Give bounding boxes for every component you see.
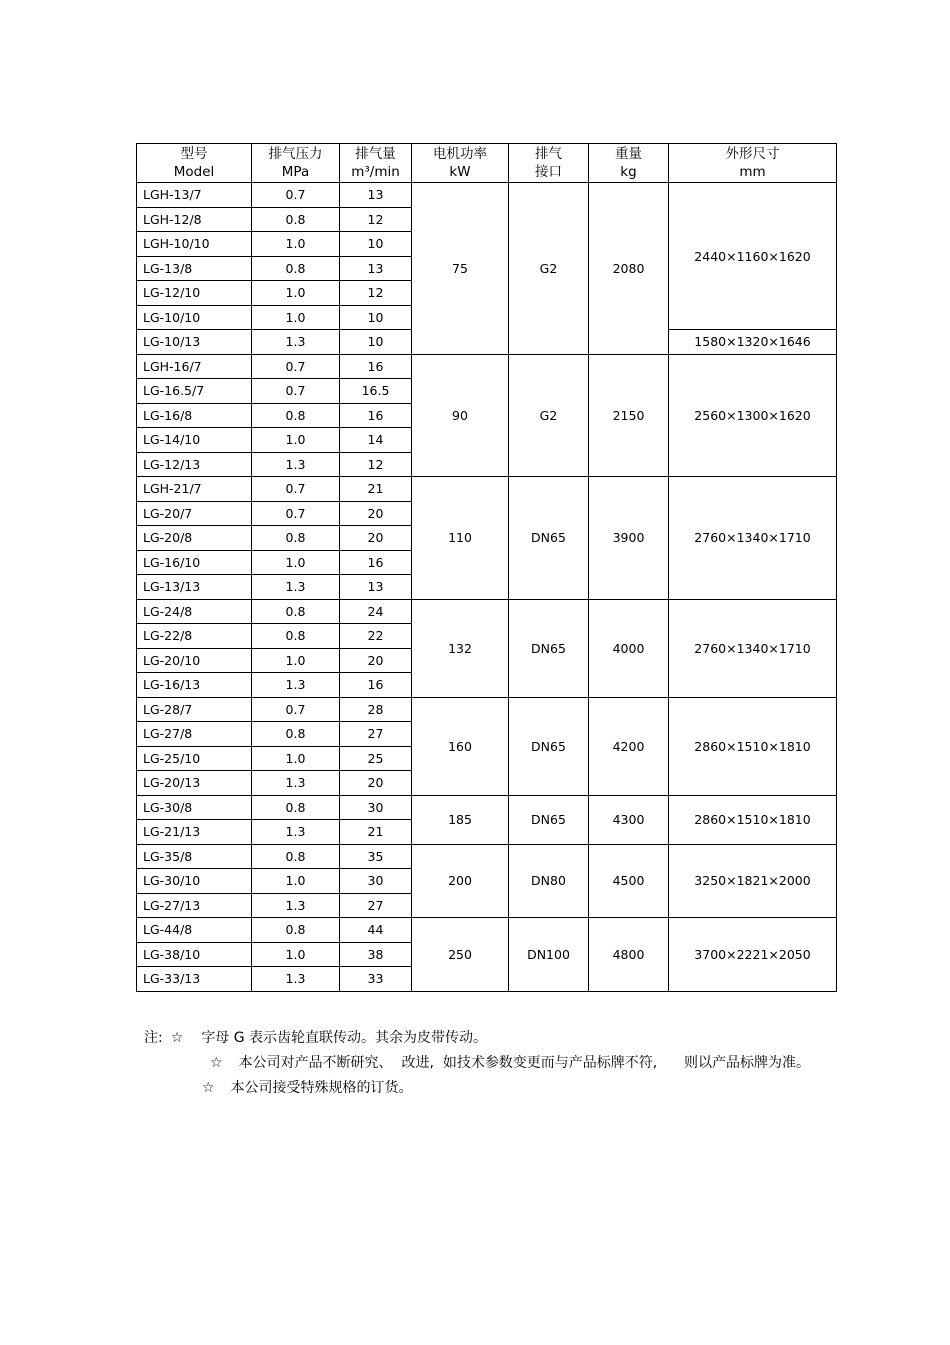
table-row xyxy=(137,599,837,624)
header-flow: 排气量 m³/min xyxy=(340,144,412,183)
flow-cell: 20 xyxy=(340,526,412,551)
pressure-cell: 0.8 xyxy=(252,207,340,232)
model-cell: LG-13/13 xyxy=(137,575,252,600)
pressure-cell: 0.8 xyxy=(252,599,340,624)
flow-cell: 12 xyxy=(340,281,412,306)
pressure-cell: 1.0 xyxy=(252,746,340,771)
model-cell: LG-20/13 xyxy=(137,771,252,796)
pressure-cell: 0.7 xyxy=(252,697,340,722)
header-pressure: 排气压力 MPa xyxy=(252,144,340,183)
flow-cell: 12 xyxy=(340,452,412,477)
pressure-cell: 0.8 xyxy=(252,722,340,747)
table-row xyxy=(137,918,837,943)
model-cell: LGH-10/10 xyxy=(137,232,252,257)
flow-cell: 25 xyxy=(340,746,412,771)
model-cell: LGH-13/7 xyxy=(137,183,252,208)
flow-cell: 30 xyxy=(340,795,412,820)
model-cell: LG-27/8 xyxy=(137,722,252,747)
notes xyxy=(144,1026,824,1101)
model-cell: LG-20/8 xyxy=(137,526,252,551)
power-cell: 185 xyxy=(412,795,509,844)
flow-cell: 33 xyxy=(340,967,412,992)
dimensions-cell: 3700×2221×2050 xyxy=(669,918,837,992)
dimensions-cell: 3250×1821×2000 xyxy=(669,844,837,918)
flow-cell: 12 xyxy=(340,207,412,232)
model-cell: LG-24/8 xyxy=(137,599,252,624)
model-cell: LG-22/8 xyxy=(137,624,252,649)
pressure-cell: 0.7 xyxy=(252,477,340,502)
table-row xyxy=(137,183,837,208)
port-cell: DN65 xyxy=(509,477,589,600)
power-cell: 110 xyxy=(412,477,509,600)
note-3 xyxy=(144,1076,824,1101)
port-cell: DN80 xyxy=(509,844,589,918)
flow-cell: 13 xyxy=(340,256,412,281)
power-cell: 132 xyxy=(412,599,509,697)
model-cell: LGH-16/7 xyxy=(137,354,252,379)
pressure-cell: 1.0 xyxy=(252,305,340,330)
model-cell: LG-33/13 xyxy=(137,967,252,992)
model-cell: LG-27/13 xyxy=(137,893,252,918)
model-cell: LG-25/10 xyxy=(137,746,252,771)
table-row xyxy=(137,795,837,820)
dimensions-cell: 2860×1510×1810 xyxy=(669,697,837,795)
pressure-cell: 1.0 xyxy=(252,942,340,967)
model-cell: LG-12/13 xyxy=(137,452,252,477)
flow-cell: 10 xyxy=(340,305,412,330)
flow-cell: 13 xyxy=(340,575,412,600)
pressure-cell: 1.3 xyxy=(252,673,340,698)
dimensions-cell: 2760×1340×1710 xyxy=(669,477,837,600)
pressure-cell: 0.8 xyxy=(252,795,340,820)
star-icon: ☆ xyxy=(210,1055,223,1071)
weight-cell: 4000 xyxy=(589,599,669,697)
pressure-cell: 1.3 xyxy=(252,330,340,355)
model-cell: LG-10/10 xyxy=(137,305,252,330)
pressure-cell: 0.8 xyxy=(252,526,340,551)
power-cell: 75 xyxy=(412,183,509,355)
flow-cell: 21 xyxy=(340,820,412,845)
flow-cell: 16 xyxy=(340,403,412,428)
weight-cell: 2080 xyxy=(589,183,669,355)
weight-cell: 4800 xyxy=(589,918,669,992)
model-cell: LG-44/8 xyxy=(137,918,252,943)
model-cell: LG-20/7 xyxy=(137,501,252,526)
header-dimensions: 外形尺寸 mm xyxy=(669,144,837,183)
pressure-cell: 1.3 xyxy=(252,452,340,477)
pressure-cell: 0.7 xyxy=(252,354,340,379)
power-cell: 200 xyxy=(412,844,509,918)
power-cell: 250 xyxy=(412,918,509,992)
pressure-cell: 0.7 xyxy=(252,379,340,404)
flow-cell: 20 xyxy=(340,501,412,526)
model-cell: LG-10/13 xyxy=(137,330,252,355)
model-cell: LG-30/8 xyxy=(137,795,252,820)
model-cell: LG-16/10 xyxy=(137,550,252,575)
header-row xyxy=(137,144,837,183)
header-power: 电机功率 kW xyxy=(412,144,509,183)
spec-table xyxy=(136,143,837,992)
table-row xyxy=(137,354,837,379)
note-prefix: 注: xyxy=(144,1030,163,1046)
flow-cell: 13 xyxy=(340,183,412,208)
note-2-text: 本公司对产品不断研究、 改进, 如技术参数变更而与产品标牌不符, 则以产品标牌为准。 xyxy=(238,1055,810,1071)
flow-cell: 44 xyxy=(340,918,412,943)
model-cell: LG-30/10 xyxy=(137,869,252,894)
model-cell: LG-38/10 xyxy=(137,942,252,967)
pressure-cell: 1.0 xyxy=(252,232,340,257)
port-cell: DN65 xyxy=(509,599,589,697)
model-cell: LG-12/10 xyxy=(137,281,252,306)
dimensions-cell: 2860×1510×1810 xyxy=(669,795,837,844)
flow-cell: 20 xyxy=(340,648,412,673)
table-row xyxy=(137,697,837,722)
pressure-cell: 0.8 xyxy=(252,918,340,943)
port-cell: G2 xyxy=(509,183,589,355)
header-weight: 重量 kg xyxy=(589,144,669,183)
note-1-text: 字母 G 表示齿轮直联传动。其余为皮带传动。 xyxy=(201,1030,488,1046)
model-cell: LGH-12/8 xyxy=(137,207,252,232)
flow-cell: 27 xyxy=(340,893,412,918)
spec-table-body xyxy=(137,183,837,992)
pressure-cell: 0.8 xyxy=(252,256,340,281)
flow-cell: 22 xyxy=(340,624,412,649)
power-cell: 160 xyxy=(412,697,509,795)
star-icon: ☆ xyxy=(170,1030,184,1046)
model-cell: LG-14/10 xyxy=(137,428,252,453)
dimensions-cell: 2560×1300×1620 xyxy=(669,354,837,477)
port-cell: DN65 xyxy=(509,697,589,795)
flow-cell: 38 xyxy=(340,942,412,967)
pressure-cell: 1.3 xyxy=(252,967,340,992)
pressure-cell: 1.3 xyxy=(252,575,340,600)
dimensions-cell: 2440×1160×1620 xyxy=(669,183,837,330)
pressure-cell: 0.8 xyxy=(252,844,340,869)
weight-cell: 2150 xyxy=(589,354,669,477)
pressure-cell: 1.0 xyxy=(252,869,340,894)
flow-cell: 10 xyxy=(340,232,412,257)
port-cell: G2 xyxy=(509,354,589,477)
power-cell: 90 xyxy=(412,354,509,477)
flow-cell: 28 xyxy=(340,697,412,722)
port-cell: DN100 xyxy=(509,918,589,992)
model-cell: LGH-21/7 xyxy=(137,477,252,502)
pressure-cell: 0.7 xyxy=(252,501,340,526)
pressure-cell: 0.8 xyxy=(252,624,340,649)
flow-cell: 20 xyxy=(340,771,412,796)
model-cell: LG-16.5/7 xyxy=(137,379,252,404)
flow-cell: 16 xyxy=(340,673,412,698)
port-cell: DN65 xyxy=(509,795,589,844)
flow-cell: 35 xyxy=(340,844,412,869)
table-row xyxy=(137,844,837,869)
flow-cell: 16 xyxy=(340,550,412,575)
model-cell: LG-16/13 xyxy=(137,673,252,698)
model-cell: LG-28/7 xyxy=(137,697,252,722)
weight-cell: 4300 xyxy=(589,795,669,844)
note-1 xyxy=(144,1026,824,1051)
pressure-cell: 0.7 xyxy=(252,183,340,208)
table-row xyxy=(137,477,837,502)
pressure-cell: 1.0 xyxy=(252,648,340,673)
model-cell: LG-35/8 xyxy=(137,844,252,869)
pressure-cell: 1.0 xyxy=(252,428,340,453)
model-cell: LG-21/13 xyxy=(137,820,252,845)
pressure-cell: 1.3 xyxy=(252,893,340,918)
note-3-text: 本公司接受特殊规格的订货。 xyxy=(230,1080,413,1096)
flow-cell: 27 xyxy=(340,722,412,747)
pressure-cell: 1.0 xyxy=(252,550,340,575)
weight-cell: 3900 xyxy=(589,477,669,600)
dimensions-cell: 2760×1340×1710 xyxy=(669,599,837,697)
note-2 xyxy=(144,1051,824,1076)
flow-cell: 10 xyxy=(340,330,412,355)
header-model: 型号 Model xyxy=(137,144,252,183)
model-cell: LG-16/8 xyxy=(137,403,252,428)
pressure-cell: 1.3 xyxy=(252,820,340,845)
weight-cell: 4500 xyxy=(589,844,669,918)
flow-cell: 21 xyxy=(340,477,412,502)
pressure-cell: 1.3 xyxy=(252,771,340,796)
flow-cell: 16 xyxy=(340,354,412,379)
model-cell: LG-20/10 xyxy=(137,648,252,673)
star-icon: ☆ xyxy=(202,1080,215,1096)
flow-cell: 16.5 xyxy=(340,379,412,404)
flow-cell: 14 xyxy=(340,428,412,453)
flow-cell: 30 xyxy=(340,869,412,894)
pressure-cell: 0.8 xyxy=(252,403,340,428)
header-port: 排气 接口 xyxy=(509,144,589,183)
model-cell: LG-13/8 xyxy=(137,256,252,281)
dimensions-cell: 1580×1320×1646 xyxy=(669,330,837,355)
flow-cell: 24 xyxy=(340,599,412,624)
weight-cell: 4200 xyxy=(589,697,669,795)
pressure-cell: 1.0 xyxy=(252,281,340,306)
